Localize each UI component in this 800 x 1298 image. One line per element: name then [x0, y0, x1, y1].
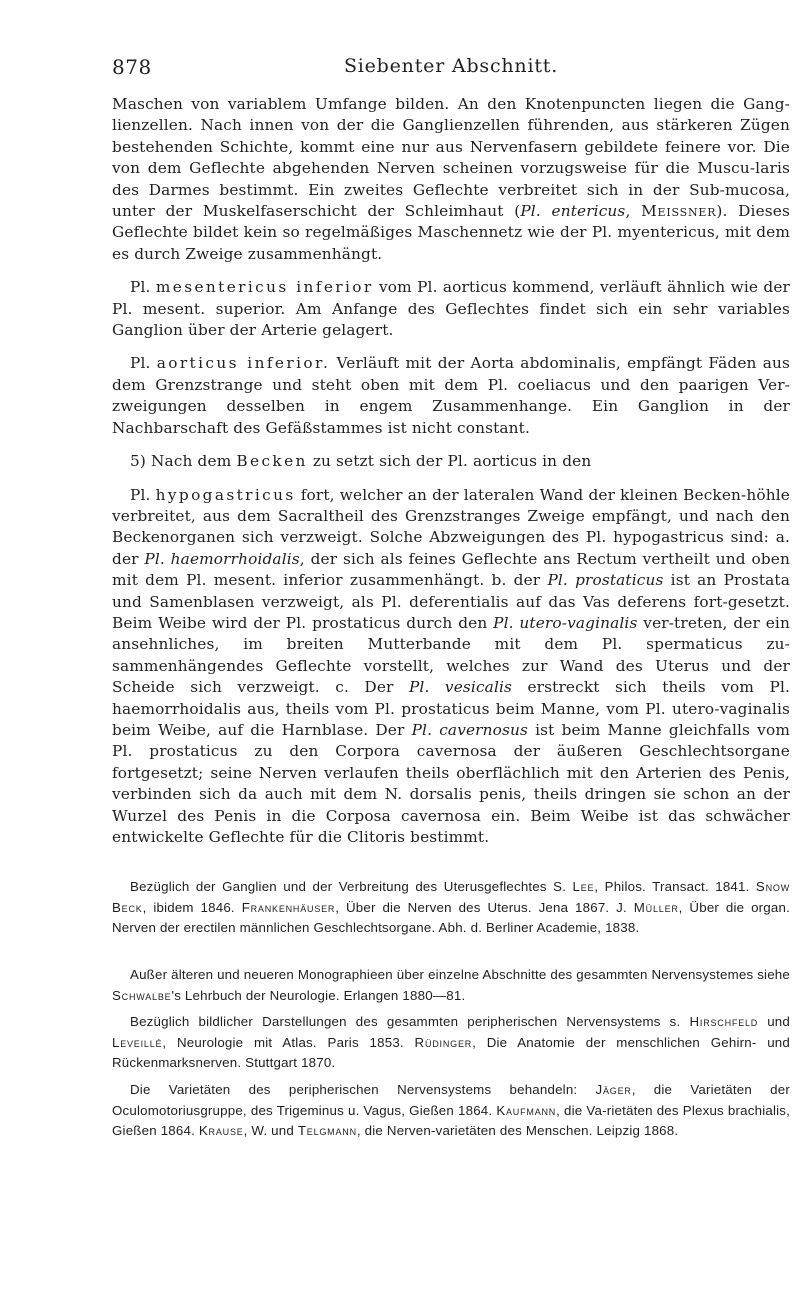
text-run: Maschen von variablem Umfange bilden. An den Knotenpuncten liegen die Gang-lienzellen. Nach innen von der die Ganglienzellen führenden, aus stärkeren Zügen bestehenden Schichte, kommt eine nur aus Nervenfasern gebildete feinere vor. Die von dem Geflechte abgehenden Nerven scheinen vorzugsweise für die Muscu-laris des Darmes bestimmt. Ein zweites Geflechte verbreitet sich in der Sub-mucosa, unter der Muskelfaserschicht der Schleimhaut (: [112, 95, 790, 221]
page-number: 878: [112, 55, 152, 79]
text-run: , die Nerven-varietäten des Menschen. Leipzig 1868.: [356, 1123, 679, 1139]
text-run: , W. und: [243, 1123, 298, 1139]
text-run: erstreckt sich theils vom Pl. haemorrhoidalis aus, theils vom Pl. prostaticus beim Manne, vom Pl. utero-vaginalis beim Weibe, auf die Harnblase. Der: [112, 678, 790, 739]
references-uterus: [112, 877, 790, 939]
author-name: Leveillé: [112, 1034, 163, 1050]
text-run: Verläuft mit der Aorta abdominalis, empfängt Fäden aus dem Grenzstrange und steht oben mit dem Pl. coeliacus und den paarigen Ver-zweigungen desselben in engem Zusammenhange. Ein Ganglion in der Nachbarschaft des Gefäßstammes ist nicht constant.: [112, 354, 790, 437]
spaced-term: Becken: [236, 452, 308, 471]
italic-term: Pl. haemorrhoidalis: [144, 549, 300, 568]
paragraph-mesentericus-inferior: [112, 277, 790, 341]
paragraph-becken-heading: [112, 451, 790, 472]
author-name: Kaufmann: [496, 1102, 557, 1118]
running-title: Siebenter Abschnitt.: [343, 55, 559, 77]
italic-term: Pl. prostaticus: [547, 571, 664, 590]
text-run: , Über die Nerven des Uterus. Jena 1867. J.: [335, 899, 634, 915]
text-run: , Neurologie mit Atlas. Paris 1853.: [162, 1034, 415, 1050]
italic-term: Pl. entericus: [520, 202, 626, 221]
main-text: [112, 94, 790, 848]
paragraph-plexus-entericus: [112, 94, 790, 265]
author-name: Snow Beck: [112, 879, 790, 915]
author-name: Jäger: [595, 1081, 632, 1097]
reference-note: [112, 965, 790, 1006]
text-run: ver-treten, der ein ansehnliches, im breiten Mutterbande mit dem Pl. spermaticus zu-sammenhängendes Geflechte vorstellt, welches zur Wand des Uterus und der Scheide sich verzweigt. c. Der: [112, 613, 790, 697]
italic-term: Pl. vesicalis: [408, 678, 513, 697]
text-run: fort, welcher an der lateralen Wand der kleinen Becken-höhle verbreitet, aus dem Sacraltheil des Grenzstranges Zweige empfängt, und nach den Beckenorganen sich verzweigt. Solche Abzweigungen des Pl. hypogastricus sind: a. der: [112, 485, 790, 568]
text-run: , Über die organ. Nerven der erectilen männlichen Geschlechtsorgane. Abh. d. Berliner Academie, 1838.: [112, 899, 790, 936]
text-run: , Die Anatomie der menschlichen Gehirn- und Rückenmarksnerven. Stuttgart 1870.: [112, 1034, 790, 1071]
text-run: Bezüglich der Ganglien und der Verbreitung des Uterusgeflechtes S.: [130, 879, 573, 894]
page-header: [112, 55, 790, 83]
text-run: Pl.: [130, 354, 157, 373]
text-run: Die Varietäten des peripherischen Nervensystems behandeln:: [130, 1081, 596, 1097]
text-run: , der sich als feines Geflechte ans Rectum vertheilt und oben mit dem Pl. mesent. inferior zusammenhängt. b. der: [112, 549, 790, 590]
author-name: Lee: [572, 879, 595, 894]
text-run: Pl.: [130, 278, 156, 297]
author-name: Hirschfeld: [689, 1014, 759, 1030]
text-run: , ibidem 1846.: [142, 899, 242, 915]
author-name: Meissner: [641, 202, 717, 221]
author-name: Telgmann: [297, 1123, 357, 1139]
spaced-term: mesentericus inferior: [155, 278, 374, 297]
text-run: und: [758, 1014, 790, 1030]
spaced-term: hypogastricus: [155, 485, 296, 504]
text-run: , Philos. Transact. 1841.: [594, 879, 756, 894]
paragraph-hypogastricus: [112, 485, 790, 849]
italic-term: Pl. cavernosus: [411, 720, 529, 739]
text-run: ist beim Manne gleichfalls vom Pl. prostaticus zu den Corpora cavernosa der äußeren Geschlechtsorgane fortgesetzt; seine Nerven verlaufen theils oberflächlich mit den Arterien des Penis, verbinden sich da auch mit dem N. dorsalis penis, theils dringen sie schon an der Wurzel des Penis in die Corposa cavernosa ein. Beim Weibe ist das schwächer entwickelte Geflechte für die Clitoris bestimmt.: [112, 720, 790, 846]
italic-term: Pl. utero-vaginalis: [493, 613, 638, 632]
author-name: Rüdinger: [414, 1034, 473, 1050]
text-run: ,: [625, 202, 642, 221]
text-run: 's Lehrbuch der Neurologie. Erlangen 1880—81.: [171, 987, 466, 1003]
paragraph-aorticus-inferior: [112, 353, 790, 439]
references-general: [112, 965, 790, 1142]
text-run: ). Dieses Geflechte bildet kein so regelmäßiges Maschennetz wie der Pl. myentericus, mit dem es durch Zweige zusammenhängt.: [112, 202, 790, 263]
author-name: Krause: [198, 1123, 244, 1139]
text-run: , die Varietäten der Oculomotoriusgruppe, des Trigeminus u. Vagus, Gießen 1864.: [112, 1081, 790, 1118]
reference-note: [112, 1012, 790, 1074]
spaced-term: aorticus inferior.: [156, 354, 331, 373]
reference-note: [112, 877, 790, 939]
text-run: vom Pl. aorticus kommend, verläuft ähnlich wie der Pl. mesent. superior. Am Anfange des Geflechtes findet sich ein sehr variables Ganglion über der Arterie gelagert.: [112, 278, 791, 340]
reference-note: [112, 1080, 790, 1142]
text-run: Pl.: [130, 485, 156, 504]
text-run: 5) Nach dem: [130, 452, 237, 471]
author-name: Müller: [633, 899, 679, 915]
author-name: Frankenhäuser: [241, 899, 336, 915]
text-run: Bezüglich bildlicher Darstellungen des gesammten peripherischen Nervensystems s.: [130, 1014, 690, 1030]
author-name: Schwalbe: [112, 987, 172, 1003]
text-run: zu setzt sich der Pl. aorticus in den: [307, 452, 592, 471]
text-run: , die Va-rietäten des Plexus brachialis, Gießen 1864.: [112, 1102, 790, 1139]
text-run: Außer älteren und neueren Monographieen über einzelne Abschnitte des gesammten Nervensystemes siehe: [130, 967, 790, 982]
text-run: ist an Prostata und Samenblasen verzweigt, als Pl. deferentialis auf das Vas deferens fort-gesetzt. Beim Weibe wird der Pl. prostaticus durch den: [112, 571, 790, 632]
